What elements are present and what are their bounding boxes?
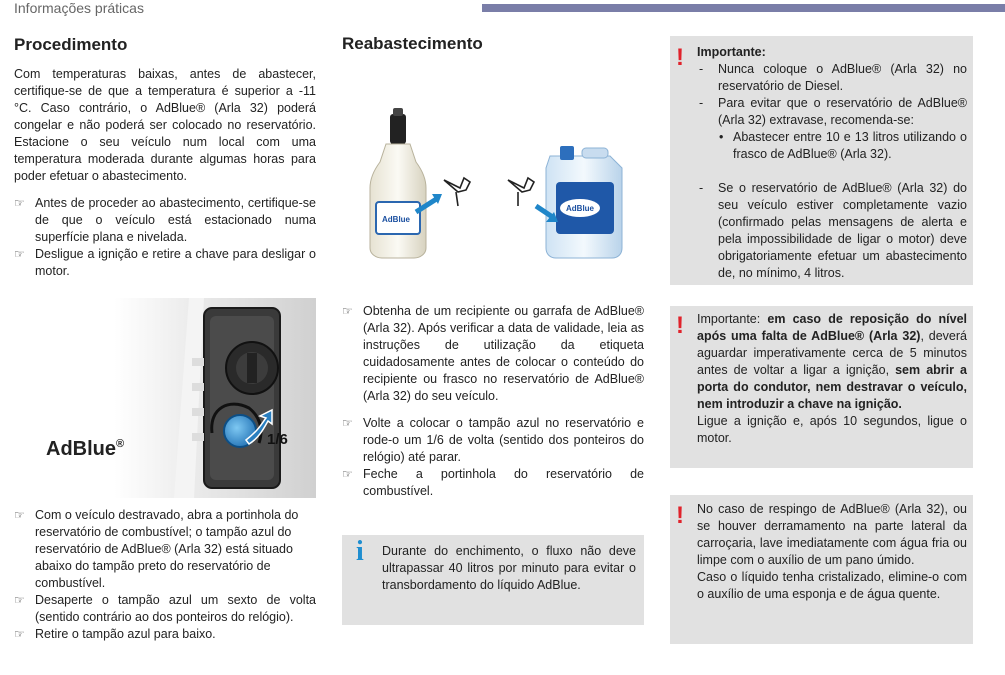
list-item: ☞ Volte a colocar o tampão azul no reservatório e rode-o um 1/6 de volta (sentido dos ponteiros do relógio) até parar. (342, 415, 644, 466)
warning-text: No caso de respingo de AdBlue® (Arla 32), ou se houver derramamento na parte lateral da carroçaria, lave imediatamente com água fria ou limpe com o auxílio de um pano úmido. (697, 502, 967, 567)
procedure-title: Procedimento (14, 35, 128, 54)
list-item: ☞ Desaperte o tampão azul um sexto de volta (sentido contrário ao dos ponteiros do relógio). (14, 592, 316, 626)
adblue-label: AdBlue® (46, 438, 125, 460)
warning-box-spill (670, 495, 973, 644)
section-header: Informações práticas (14, 0, 144, 16)
fuel-door-figure (14, 298, 316, 498)
list-item: ☞ Feche a portinhola do reservatório de combustível. (342, 466, 644, 500)
list-item: ☞ Antes de proceder ao abastecimento, certifique-se de que o veículo está estacionado numa superfície plana e nivelada. (14, 195, 316, 246)
warning-icon: ! (676, 502, 684, 529)
list-item: - Para evitar que o reservatório de AdBlue® (Arla 32) extravase, recomenda-se: (697, 95, 967, 129)
list-item: ☞ Retire o tampão azul para baixo. (14, 626, 316, 643)
intro-paragraph: Com temperaturas baixas, antes de abastecer, certifique-se de que a temperatura é superior a -11 °C. Caso contrário, o AdBlue® (Arla 32) poderá congelar e não poderá ser colocado no reservatório. Estacione o seu veículo num local com uma temperatura moderada durante algumas horas para poder efetuar o abastecimento. (14, 67, 316, 183)
header-bar (482, 4, 1005, 12)
warning-text-tail: Ligue a ignição e, após 10 segundos, ligue o motor. (697, 414, 967, 445)
refill-figure (360, 108, 630, 266)
refill-illustration (360, 108, 630, 266)
list-item: ☞ Desligue a ignição e retire a chave para desligar o motor. (14, 246, 316, 280)
warning-icon: ! (676, 312, 684, 339)
list-item: - Se o reservatório de AdBlue® (Arla 32) do seu veículo estiver completamente vazio (confirmado pelas mensagens de alerta e pela impossibilidade de ligar o motor) deve obrigatoriamente efetuar um abastecimento de, no mínimo, 4 litros. (697, 180, 967, 282)
procedure-steps (14, 507, 316, 643)
canister-label: AdBlue (566, 204, 594, 213)
warning-text-2: Caso o líquido tenha cristalizado, elimine-o com o auxílio de uma esponja e de água quente. (697, 570, 967, 601)
procedure-text (14, 66, 316, 280)
list-item: • Abastecer entre 10 e 13 litros utilizando o frasco de AdBlue® (Arla 32). (697, 129, 967, 163)
info-text: Durante do enchimento, o fluxo não deve ultrapassar 40 litros por minuto para evitar o transbordamento do líquido AdBlue. (382, 544, 636, 592)
refill-steps (342, 303, 644, 500)
fuel-door-illustration (14, 298, 316, 498)
list-item: ☞ Obtenha de um recipiente ou garrafa de AdBlue® (Arla 32). Após verificar a data de validade, leia as instruções de utilização da etiqueta cuidadosamente antes de colocar o conteúdo do recipiente ou frasco no reservatório de AdBlue® (Arla 32) do seu veículo. (342, 303, 644, 405)
info-icon: i (356, 536, 364, 567)
warning-title: Importante: (697, 45, 766, 59)
list-item: - Nunca coloque o AdBlue® (Arla 32) no reservatório de Diesel. (697, 61, 967, 95)
list-item: ☞ Com o veículo destravado, abra a portinhola do reservatório de combustível; o tampão azul do reservatório de AdBlue® (Arla 32) está situado abaixo do tampão preto do reservatório de combustível. (14, 507, 316, 592)
bottle-label: AdBlue (382, 215, 410, 224)
refill-title: Reabastecimento (342, 34, 483, 53)
rotation-label: 1/6 (267, 431, 288, 448)
warning-box-wait (670, 306, 973, 468)
warning-box-important (670, 36, 973, 285)
warning-icon: ! (676, 44, 684, 71)
warning-text: Importante: em caso de reposição do nível após uma falta de AdBlue® (Arla 32), deverá aguardar imperativamente cerca de 5 minutos antes de voltar a ligar a ignição, sem abrir a porta do condutor, nem destravar o veículo, nem introduzir a chave na ignição. (697, 312, 968, 411)
info-box (342, 535, 644, 625)
